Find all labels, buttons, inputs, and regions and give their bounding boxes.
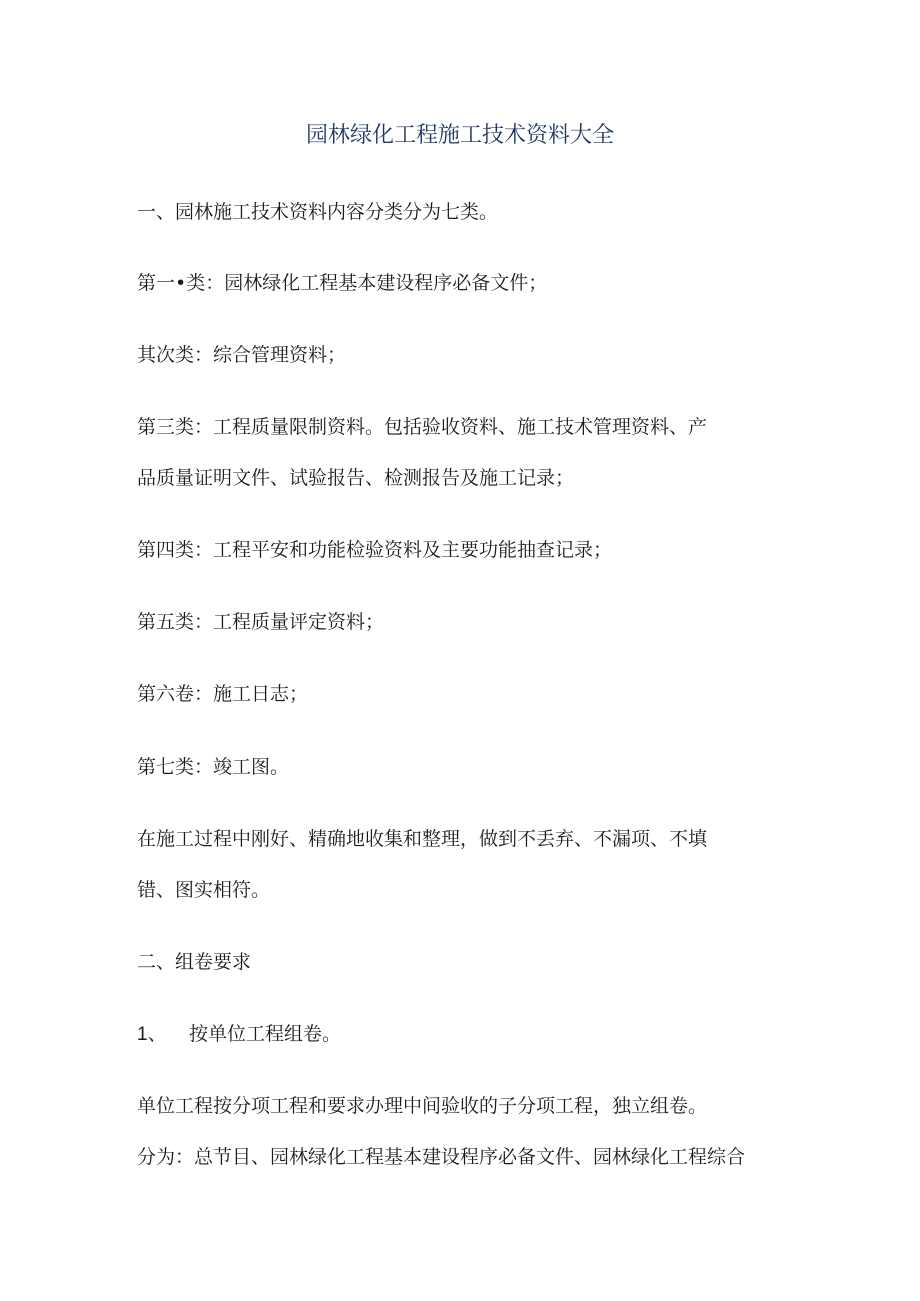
paragraph-line: 第一•类：园林绿化工程基本建设程序必备文件； — [137, 272, 548, 294]
paragraph-line: 第三类：工程质量限制资料。包括验收资料、施工技术管理资料、产 — [137, 416, 708, 438]
paragraph-line: 错、图实相符。 — [137, 879, 271, 901]
paragraph-line: 分为：总节目、园林绿化工程基本建设程序必备文件、园林绿化工程综合 — [137, 1146, 746, 1168]
paragraph-line: 第七类：竣工图。 — [137, 756, 290, 778]
paragraph-line: 单位工程按分项工程和要求办理中间验收的子分项工程，独立组卷。 — [137, 1095, 708, 1117]
paragraph-line: 其次类：综合管理资料； — [137, 344, 347, 366]
item-number: 1、 — [137, 1024, 167, 1045]
numbered-item — [137, 1022, 341, 1047]
document-title: 园林绿化工程施工技术资料大全 — [305, 123, 614, 148]
paragraph-line: 在施工过程中刚好、精确地收集和整理，做到不丢弃、不漏项、不填 — [137, 828, 708, 850]
section-heading-1: 一、园林施工技术资料内容分类分为七类。 — [137, 201, 499, 223]
item-text: 按单位工程组卷。 — [189, 1023, 342, 1045]
paragraph-line: 第四类：工程平安和功能检验资料及主要功能抽查记录； — [137, 539, 613, 561]
paragraph-line: 第五类：工程质量评定资料； — [137, 611, 385, 633]
section-heading-2: 二、组卷要求 — [137, 951, 252, 973]
paragraph-line: 品质量证明文件、试验报告、检测报告及施工记录； — [137, 467, 575, 489]
paragraph-line: 第六卷：施工日志； — [137, 683, 309, 705]
